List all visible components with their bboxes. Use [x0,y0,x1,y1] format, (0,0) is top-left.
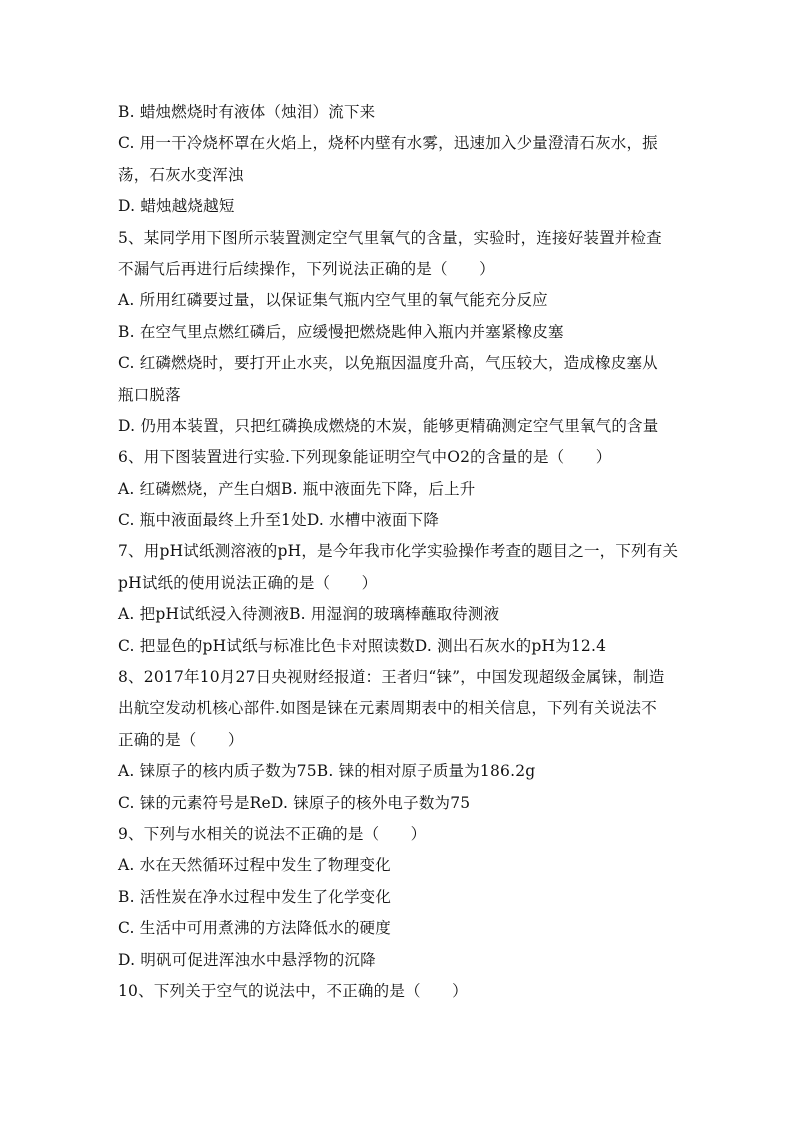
text-line: B. 蜡烛燃烧时有液体（烛泪）流下来 [118,103,376,121]
text-line: 10、下列关于空气的说法中，不正确的是（ ） [118,981,468,1000]
text-line: 8、2017年10月27日央视财经报道：王者归“铼”，中国发现超级金属铼，制造 [118,668,665,687]
text-line: 正确的是（ ） [118,730,244,749]
text-line: C. 铼的元素符号是ReD. 铼原子的核外电子数为75 [118,793,471,812]
text-line: D. 明矾可促进浑浊水中悬浮物的沉降 [118,950,376,969]
question-text-block [118,97,678,1007]
text-line: D. 蜡烛越烧越短 [118,197,235,216]
text-line: 6、用下图装置进行实验.下列现象能证明空气中O2的含量的是（ ） [118,448,612,467]
text-line: A. 红磷燃烧，产生白烟B. 瓶中液面先下降，后上升 [118,479,476,498]
text-line: 荡，石灰水变浑浊 [118,165,244,184]
text-line: 不漏气后再进行后续操作，下列说法正确的是（ ） [118,259,495,278]
text-line: A. 水在天然循环过程中发生了物理变化 [118,856,391,875]
text-line: C. 用一干冷烧杯罩在火焰上，烧杯内壁有水雾，迅速加入少量澄清石灰水，振 [118,134,658,153]
text-line: B. 在空气里点燃红磷后，应缓慢把燃烧匙伸入瓶内并塞紧橡皮塞 [118,322,564,341]
text-line: 7、用pH试纸测溶液的pH，是今年我市化学实验操作考查的题目之一，下列有关 [118,542,679,561]
text-line: 5、某同学用下图所示装置测定空气里氧气的含量，实验时，连接好装置并检查 [118,228,662,247]
text-line: C. 把显色的pH试纸与标准比色卡对照读数D. 测出石灰水的pH为12.4 [118,636,607,655]
text-line: C. 瓶中液面最终上升至1处D. 水槽中液面下降 [118,511,440,530]
text-line: A. 铼原子的核内质子数为75B. 铼的相对原子质量为186.2g [118,762,536,781]
text-line: 出航空发动机核心部件.如图是铼在元素周期表中的相关信息，下列有关说法不 [118,699,657,718]
text-line: 9、下列与水相关的说法不正确的是（ ） [118,824,427,843]
text-line: pH试纸的使用说法正确的是（ ） [118,573,378,592]
text-line: A. 把pH试纸浸入待测液B. 用湿润的玻璃棒蘸取待测液 [118,605,500,624]
text-line: B. 活性炭在净水过程中发生了化学变化 [118,887,392,906]
text-line: C. 生活中可用煮沸的方法降低水的硬度 [118,919,391,938]
text-line: D. 仍用本装置，只把红磷换成燃烧的木炭，能够更精确测定空气里氧气的含量 [118,416,659,435]
text-line: A. 所用红磷要过量，以保证集气瓶内空气里的氧气能充分反应 [118,291,548,310]
text-line: C. 红磷燃烧时，要打开止水夹，以免瓶因温度升高，气压较大，造成橡皮塞从 [118,354,658,373]
text-line: 瓶口脱落 [118,385,181,404]
